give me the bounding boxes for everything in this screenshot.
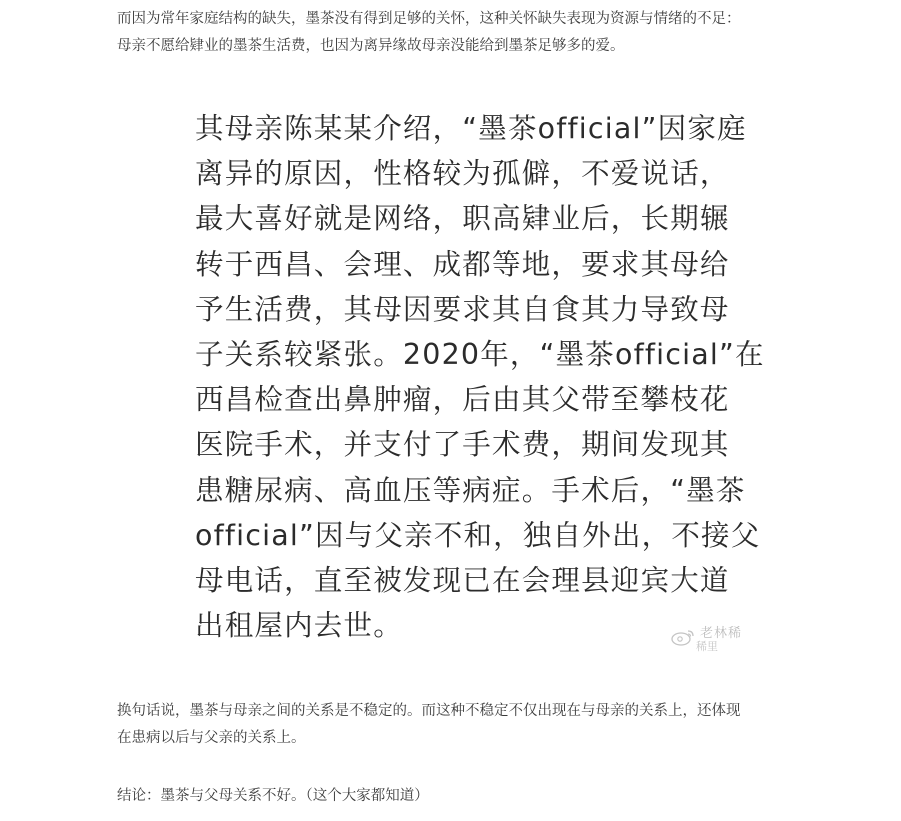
quote-line: 离异的原因，性格较为孤僻，不爱说话，	[195, 157, 730, 191]
quote-line: 西昌检查出鼻肿瘤，后由其父带至攀枝花	[195, 383, 730, 417]
quote-line: 转于西昌、会理、成都等地，要求其母给	[195, 247, 730, 281]
quote-line: 子关系较紧张。2020年，“墨茶official”在	[195, 338, 765, 372]
analysis-line-2: 在患病以后与父亲的关系上。	[117, 730, 306, 746]
quote-line: 最大喜好就是网络，职高肄业后，长期辗	[195, 202, 730, 236]
weibo-icon	[670, 628, 696, 646]
analysis-paragraph	[117, 698, 827, 752]
quote-line: 母电话，直至被发现已在会理县迎宾大道	[195, 564, 730, 598]
watermark-handle: 老林稀	[700, 626, 743, 641]
quote-line: 患糖尿病、高血压等病症。手术后，“墨茶	[195, 473, 746, 507]
quote-line: 予生活费，其母因要求其自食其力导致母	[195, 292, 730, 326]
weibo-watermark	[670, 622, 760, 658]
intro-line-2: 母亲不愿给肄业的墨茶生活费，也因为离异缘故母亲没能给到墨茶足够多的爱。	[117, 38, 625, 54]
quote-line: official”因与父亲不和，独自外出，不接父	[195, 518, 761, 552]
analysis-line-1: 换句话说，墨茶与母亲之间的关系是不稳定的。而这种不稳定不仅出现在与母亲的关系上，还体现	[117, 703, 741, 719]
quote-line: 出租屋内去世。	[195, 609, 403, 643]
watermark-subtext: 稀里	[696, 640, 718, 653]
quoted-article-image	[168, 92, 768, 672]
quoted-article-text	[195, 106, 765, 648]
intro-paragraph	[117, 6, 827, 60]
quote-line: 其母亲陈某某介绍，“墨茶official”因家庭	[195, 112, 747, 145]
conclusion-paragraph: 结论：墨茶与父母关系不好。（这个大家都知道）	[117, 788, 429, 804]
quote-line: 医院手术，并支付了手术费，期间发现其	[195, 428, 730, 462]
intro-line-1: 而因为常年家庭结构的缺失，墨茶没有得到足够的关怀，这种关怀缺失表现为资源与情绪的不足：	[117, 11, 741, 27]
